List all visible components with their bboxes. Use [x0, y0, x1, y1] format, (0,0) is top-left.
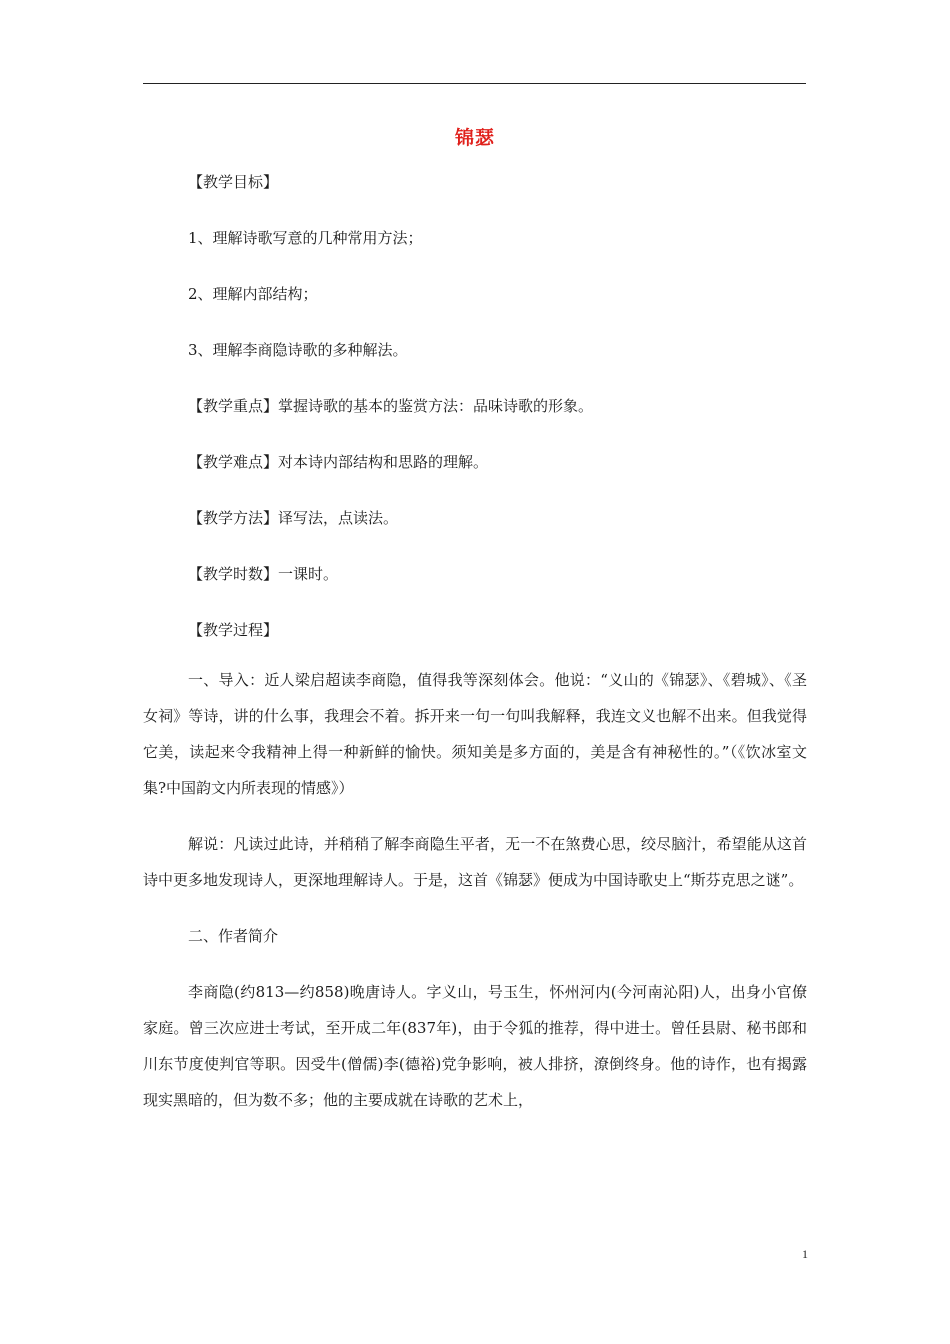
header-rule — [143, 83, 806, 84]
author-bio-paragraph: 李商隐(约813—约858)晚唐诗人。字义山，号玉生，怀州河内(今河南沁阳)人，出身小官僚家庭。曾三次应进士考试，至开成二年(837年)，由于令狐的推荐，得中进士。曾任县尉、秘书郎和川东节度使判官等职。因受牛(僧儒)李(德裕)党争影响，被人排挤，潦倒终身。他的诗作，也有揭露现实黑暗的，但为数不多；他的主要成就在诗歌的艺术上， — [143, 983, 807, 1109]
hours-line: 【教学时数】一课时。 — [188, 565, 339, 583]
document-title: 锦瑟 — [454, 127, 495, 149]
page-number: 1 — [802, 1247, 808, 1261]
goal-item-3: 3、理解李商隐诗歌的多种解法。 — [188, 341, 408, 359]
explanation-paragraph: 解说：凡读过此诗，并稍稍了解李商隐生平者，无一不在煞费心思，绞尽脑汁，希望能从这首诗中更多地发现诗人，更深地理解诗人。于是，这首《锦瑟》便成为中国诗歌史上“斯芬克思之谜”。 — [143, 835, 807, 889]
difficulty-line: 【教学难点】对本诗内部结构和思路的理解。 — [188, 453, 489, 471]
method-line: 【教学方法】译写法，点读法。 — [188, 509, 399, 527]
goal-item-1: 1、理解诗歌写意的几种常用方法； — [188, 229, 423, 247]
goal-heading: 【教学目标】 — [188, 173, 279, 191]
process-heading: 【教学过程】 — [188, 621, 279, 639]
key-point-line: 【教学重点】掌握诗歌的基本的鉴赏方法：品味诗歌的形象。 — [188, 397, 594, 415]
goal-item-2: 2、理解内部结构； — [188, 285, 318, 303]
author-heading: 二、作者简介 — [188, 927, 279, 945]
intro-paragraph: 一、导入：近人梁启超读李商隐，值得我等深刻体会。他说：“义山的《锦瑟》、《碧城》、《圣女祠》等诗，讲的什么事，我理会不着。拆开来一句一句叫我解释，我连文义也解不出来。但我觉得它美，读起来令我精神上得一种新鲜的愉快。须知美是多方面的，美是含有神秘性的。”（《饮冰室文集?中国韵文内所表现的情感》） — [143, 671, 807, 797]
document-body — [143, 170, 807, 1138]
